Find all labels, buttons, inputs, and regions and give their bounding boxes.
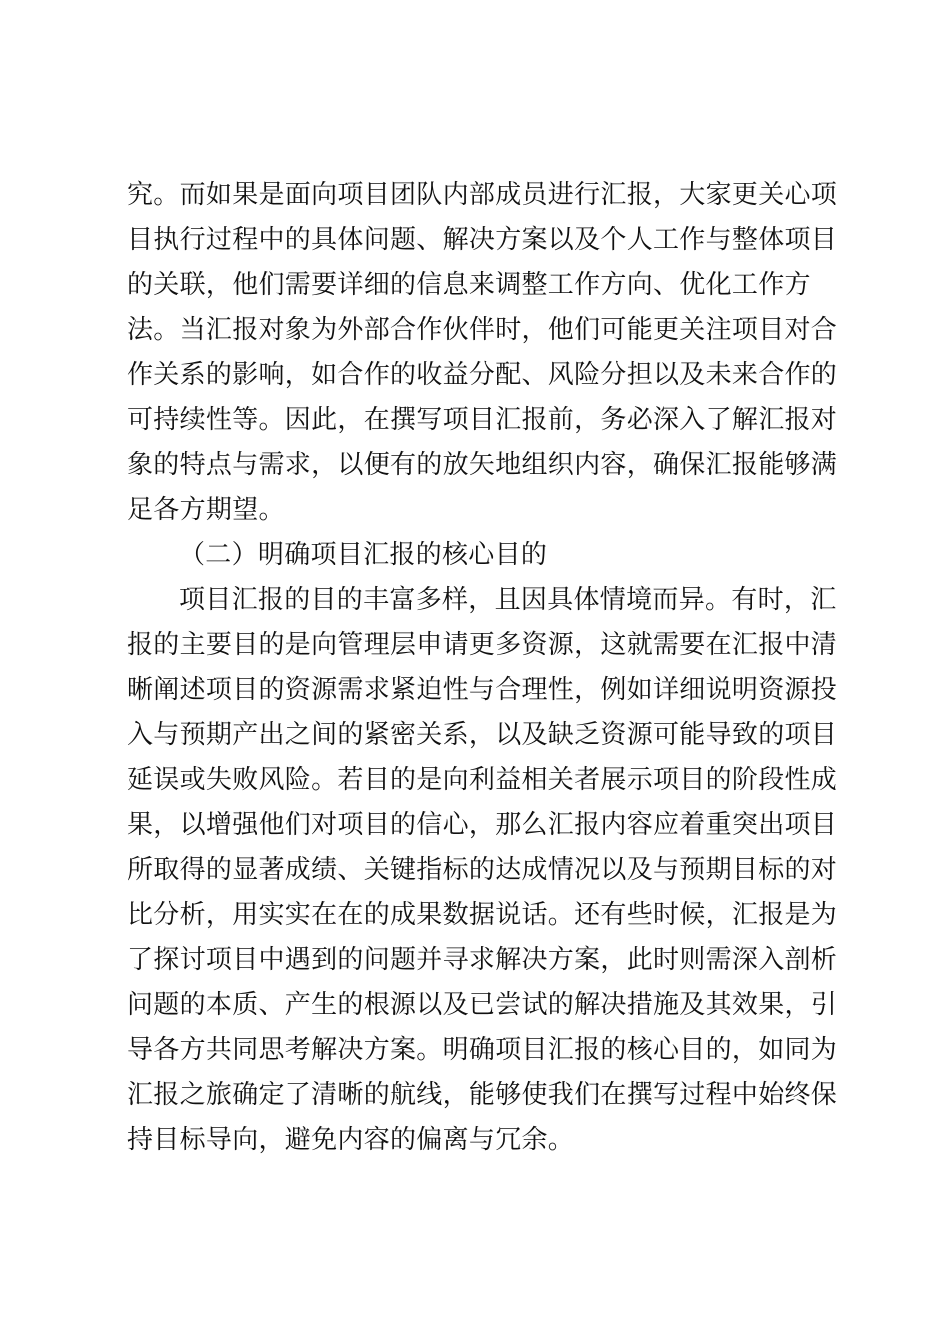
paragraph-2-line: 持目标导向，避免内容的偏离与冗余。	[127, 1125, 575, 1155]
paragraph-2-line: 问题的本质、产生的根源以及已尝试的解决措施及其效果，引	[127, 990, 838, 1020]
paragraph-1-line: 作关系的影响，如合作的收益分配、风险分担以及未来合作的	[127, 360, 838, 390]
paragraph-2-line: 入与预期产出之间的紧密关系，以及缺乏资源可能导致的项目	[127, 720, 838, 750]
paragraph-2-line: 报的主要目的是向管理层申请更多资源，这就需要在汇报中清	[127, 630, 838, 660]
paragraph-2-line: 延误或失败风险。若目的是向利益相关者展示项目的阶段性成	[127, 765, 838, 795]
section-heading: （二）明确项目汇报的核心目的	[179, 540, 548, 570]
paragraph-1-line: 的关联，他们需要详细的信息来调整工作方向、优化工作方	[127, 270, 811, 300]
paragraph-1-line: 目执行过程中的具体问题、解决方案以及个人工作与整体项目	[127, 225, 838, 255]
paragraph-1-line: 象的特点与需求，以便有的放矢地组织内容，确保汇报能够满	[127, 450, 838, 480]
paragraph-2-line: 果，以增强他们对项目的信心，那么汇报内容应着重突出项目	[127, 810, 838, 840]
paragraph-1-line: 法。当汇报对象为外部合作伙伴时，他们可能更关注项目对合	[127, 315, 838, 345]
paragraph-1-line: 可持续性等。因此，在撰写项目汇报前，务必深入了解汇报对	[127, 405, 838, 435]
paragraph-2-line: 导各方共同思考解决方案。明确项目汇报的核心目的，如同为	[127, 1035, 838, 1065]
paragraph-2-line: 晰阐述项目的资源需求紧迫性与合理性，例如详细说明资源投	[127, 675, 838, 705]
paragraph-1-line: 究。而如果是面向项目团队内部成员进行汇报，大家更关心项	[127, 180, 838, 210]
paragraph-2-line: 项目汇报的目的丰富多样，且因具体情境而异。有时，汇	[179, 585, 837, 615]
paragraph-2-line: 比分析，用实实在在的成果数据说话。还有些时候，汇报是为	[127, 900, 838, 930]
paragraph-2-line: 所取得的显著成绩、关键指标的达成情况以及与预期目标的对	[127, 855, 838, 885]
paragraph-2-line: 了探讨项目中遇到的问题并寻求解决方案，此时则需深入剖析	[127, 945, 838, 975]
paragraph-1-line: 足各方期望。	[127, 495, 285, 525]
paragraph-2-line: 汇报之旅确定了清晰的航线，能够使我们在撰写过程中始终保	[127, 1080, 838, 1110]
